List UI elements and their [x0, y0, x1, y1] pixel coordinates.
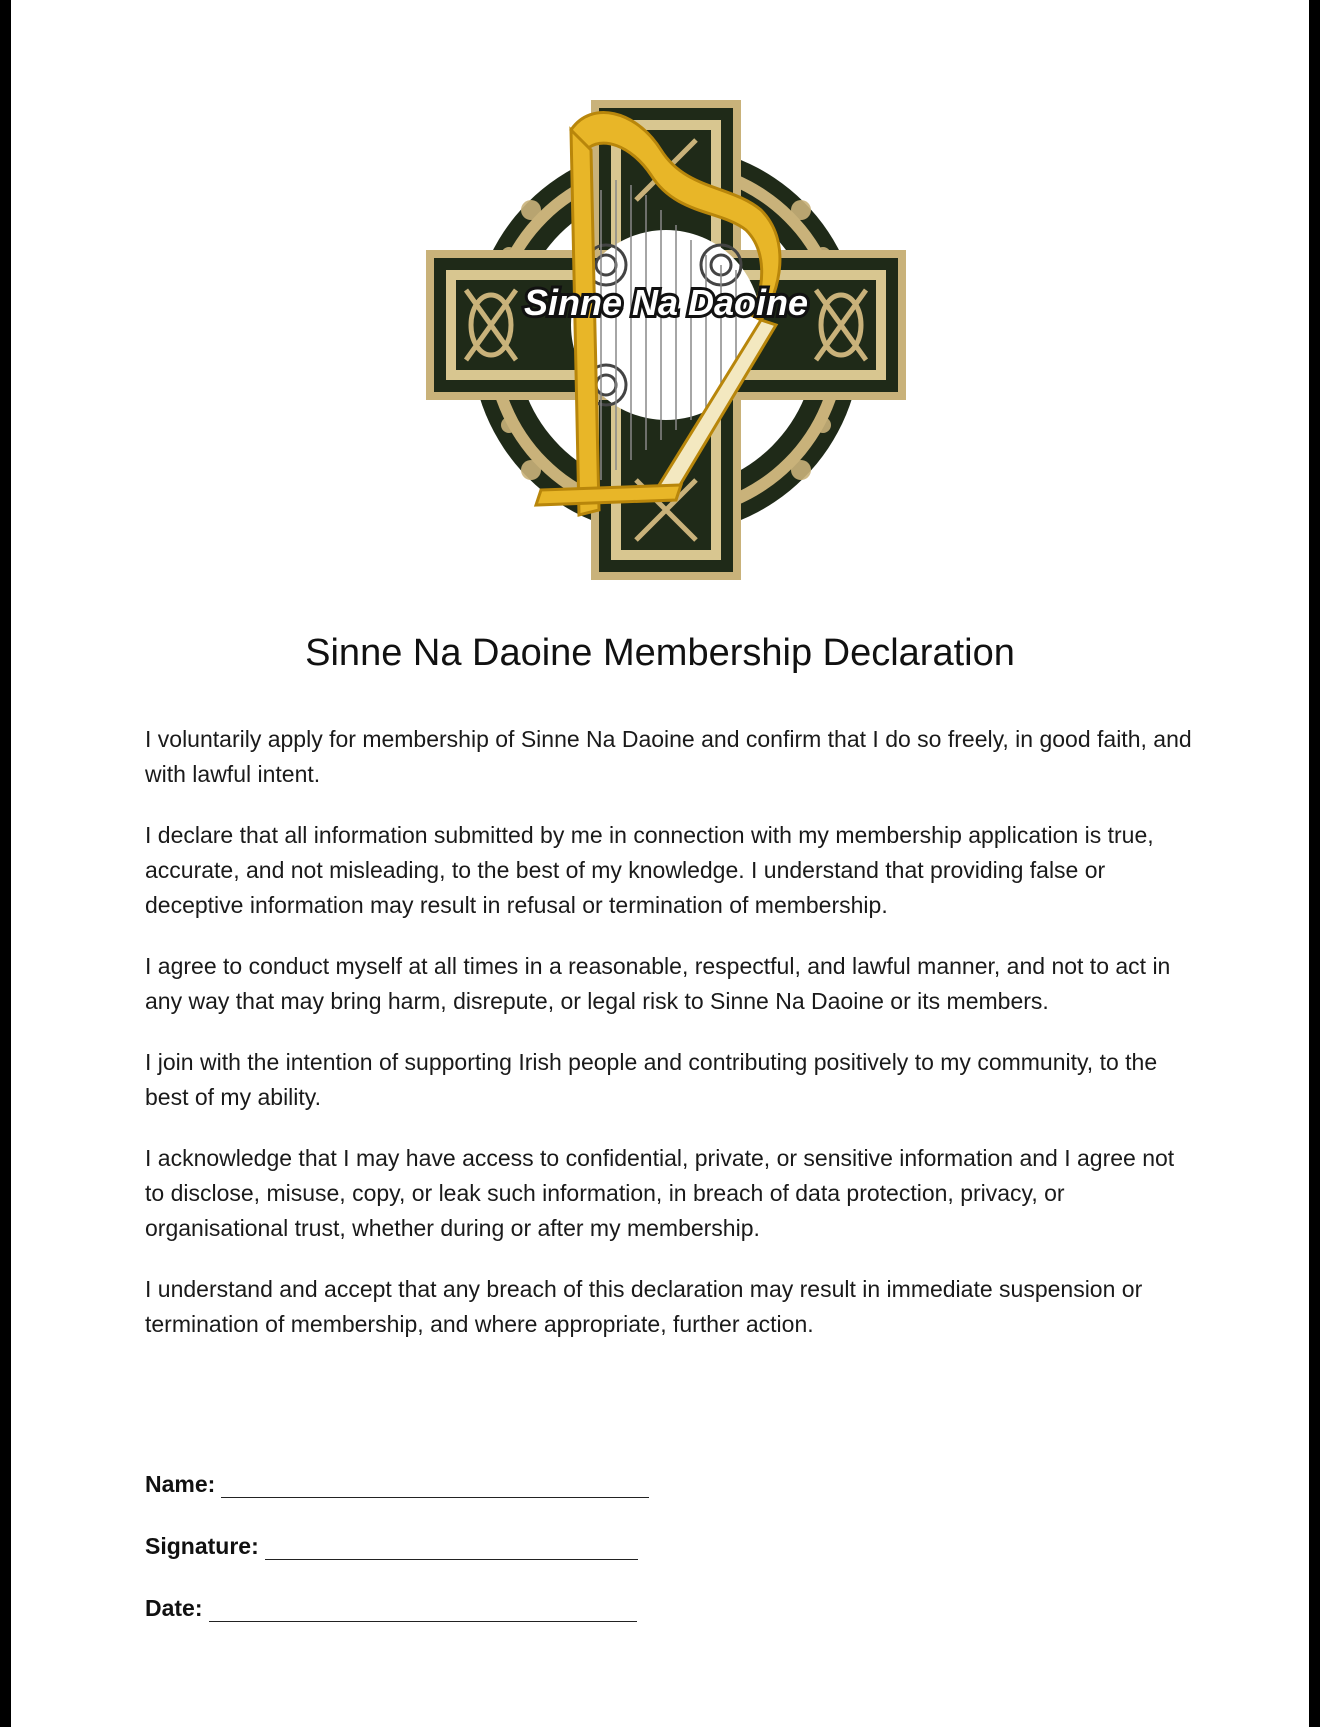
- date-label: Date:: [145, 1595, 203, 1621]
- declaration-paragraph: I join with the intention of supporting Irish people and contributing positively to my community, to the best of my ability.: [145, 1049, 1158, 1110]
- page-title: Sinne Na Daoine Membership Declaration: [305, 632, 1015, 674]
- date-field: [145, 1560, 745, 1622]
- signature-label: Signature:: [145, 1533, 259, 1559]
- sinne-na-daoine-logo: [421, 90, 911, 590]
- logo-text: Sinne Na Daoine: [523, 282, 809, 323]
- declaration-paragraph: I agree to conduct myself at all times in a reasonable, respectful, and lawful manner, and not to act in any way that may bring harm, disrepute, or legal risk to Sinne Na Daoine or its members.: [145, 953, 1171, 1014]
- date-line[interactable]: [209, 1601, 637, 1622]
- name-line[interactable]: [221, 1477, 649, 1498]
- signature-line[interactable]: [265, 1539, 638, 1560]
- name-label: Name:: [145, 1471, 216, 1497]
- signature-fields: [145, 1436, 745, 1622]
- declaration-paragraph: I voluntarily apply for membership of Sinne Na Daoine and confirm that I do so freely, in good faith, and with lawful intent.: [145, 726, 1192, 787]
- declaration-paragraph: I understand and accept that any breach of this declaration may result in immediate suspension or termination of membership, and where appropriate, further action.: [145, 1276, 1143, 1337]
- declaration-paragraph: I declare that all information submitted by me in connection with my membership application is true, accurate, and not misleading, to the best of my knowledge. I understand that providing false or deceptive information may result in refusal or termination of membership.: [145, 822, 1154, 918]
- document-page: [11, 0, 1309, 1727]
- name-field: [145, 1436, 745, 1498]
- declaration-body: [145, 722, 1195, 1368]
- declaration-paragraph: I acknowledge that I may have access to confidential, private, or sensitive information and I agree not to disclose, misuse, copy, or leak such information, in breach of data protection, privacy, or organisational trust, whether during or after my membership.: [145, 1145, 1175, 1241]
- signature-field: [145, 1498, 745, 1560]
